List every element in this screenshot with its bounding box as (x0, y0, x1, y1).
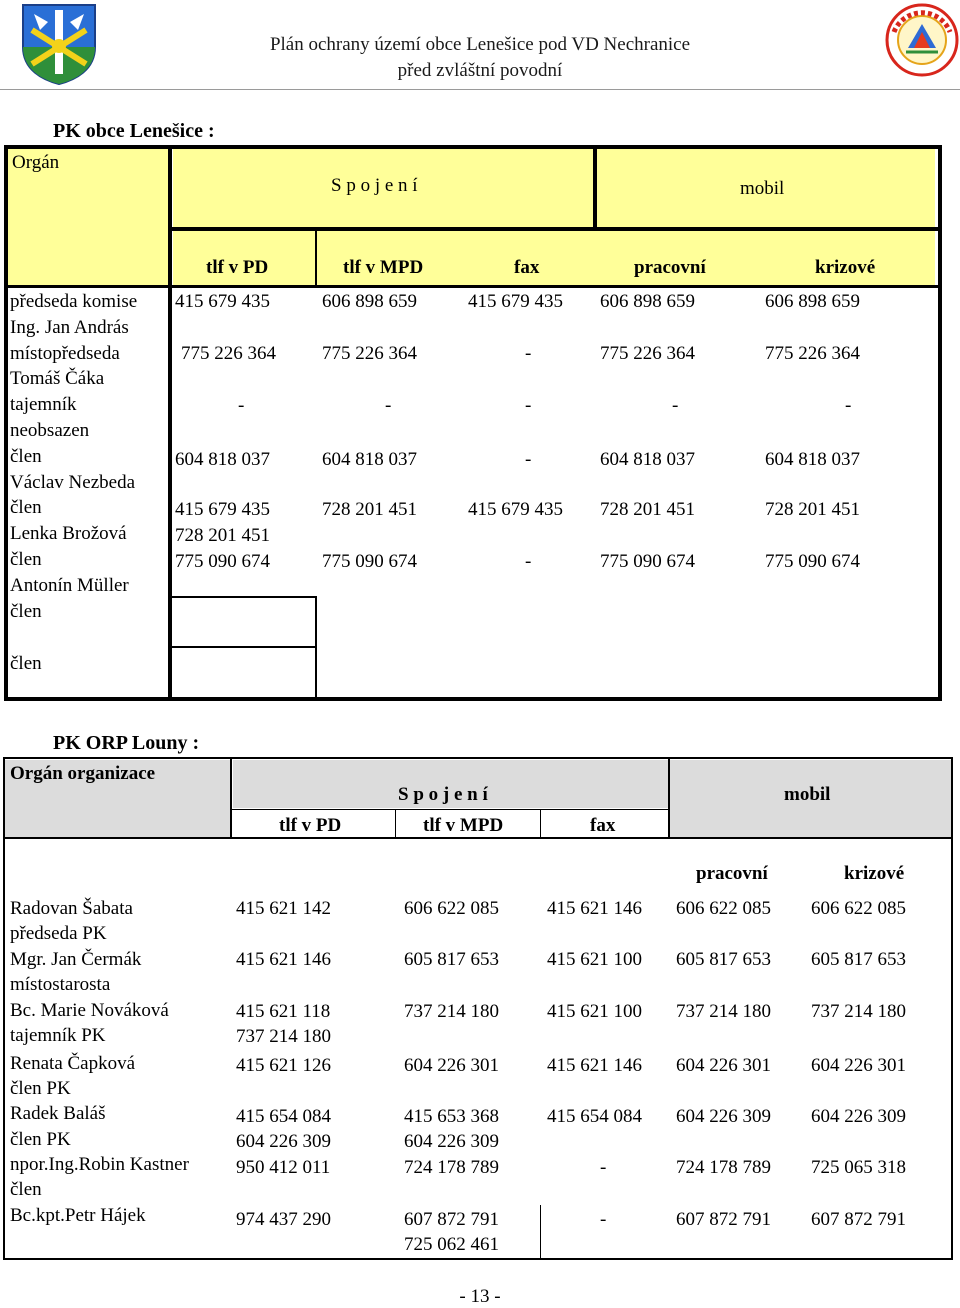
t2-r3-c1: 415 621 118 (236, 1001, 331, 1022)
t1-divider-mobil (593, 145, 597, 229)
t1-r1-c2: 606 898 659 (322, 291, 417, 312)
t1-divider-subheader (168, 227, 942, 231)
t2-r1-c3: 415 621 146 (547, 898, 642, 919)
t1-r4-c5: 604 818 037 (765, 449, 860, 470)
header-line-1: Plán ochrany území obce Lenešice pod VD Nechranice (269, 34, 691, 55)
t1-members-column (10, 289, 168, 624)
t1-r2-c4: 775 226 364 (600, 343, 695, 364)
t2-member-line: Bc. Marie Nováková (10, 1000, 169, 1022)
t1-r1-c3: 415 679 435 (468, 291, 563, 312)
t2-col-pracovni: pracovní (696, 863, 768, 884)
t1-r5-c3: 415 679 435 (468, 499, 563, 520)
t2-border-right (951, 757, 953, 1260)
t1-member-line: Lenka Brožová (10, 523, 127, 545)
t1-border-left (4, 145, 8, 701)
t1-member-line: Ing. Jan András (10, 316, 129, 338)
t2-member-line: Radovan Šabata (10, 898, 133, 919)
t1-r6-c4: 775 090 674 (600, 551, 695, 572)
t2-r5-c1: 415 654 084 (236, 1106, 331, 1127)
t1-organ-header: Orgán (12, 152, 60, 173)
t1-r1-c5: 606 898 659 (765, 291, 860, 312)
t1-r4-c4: 604 818 037 (600, 449, 695, 470)
t2-r1-c1: 415 621 142 (236, 898, 331, 919)
t2-member-line: Mgr. Jan Čermák (10, 948, 142, 970)
t2-r6-c4: 724 178 789 (676, 1157, 771, 1178)
t2-col-fax: fax (590, 815, 616, 836)
t1-r6-c1: 775 090 674 (175, 551, 270, 572)
t2-mobil-header: mobil (784, 784, 831, 805)
t2-r7-c1: 974 437 290 (236, 1209, 331, 1230)
t1-r5-c4: 728 201 451 (600, 499, 695, 520)
t2-divider-mobil (668, 757, 670, 838)
t1-last-member: člen (10, 653, 42, 674)
t1-col-tlf-mpd: tlf v MPD (343, 257, 424, 278)
t2-r6-c3: - (600, 1157, 607, 1178)
t2-r3-c3: 415 621 100 (547, 1001, 642, 1022)
t1-col-divider-1 (315, 227, 317, 287)
t1-member-line: Antonín Müller (10, 574, 129, 596)
t2-member-line: Renata Čapková (10, 1052, 136, 1074)
t1-r4-c2: 604 818 037 (322, 449, 417, 470)
t1-row-divider-b (168, 646, 317, 648)
t1-member-line: místopředseda (10, 342, 120, 364)
t2-member-line: npor.Ing.Robin Kastner (10, 1153, 189, 1175)
t1-col-fax: fax (514, 257, 540, 278)
t1-r6-c2: 775 090 674 (322, 551, 417, 572)
t2-member-line: člen PK (10, 1078, 71, 1100)
t1-r5-c5: 728 201 451 (765, 499, 860, 520)
t2-r6-c5: 725 065 318 (811, 1157, 906, 1178)
t2-r4-c5: 604 226 301 (811, 1055, 906, 1076)
t1-r3-c3: - (525, 395, 532, 416)
t2-col-divider-1 (395, 810, 396, 838)
table1-title: PK obce Lenešice : (53, 120, 215, 142)
t1-r6-c3: - (525, 551, 532, 572)
t2-r4-c3: 415 621 146 (547, 1055, 642, 1076)
t1-row-divider-c (315, 596, 317, 700)
t2-r7-c2: 607 872 791 (404, 1209, 499, 1230)
t2-col-divider-2 (540, 810, 541, 838)
t1-divider-header-bottom (4, 285, 942, 288)
t2-r2-c5: 605 817 653 (811, 949, 906, 970)
t1-member-line: tajemník (10, 394, 77, 416)
t2-r3-c2: 737 214 180 (404, 1001, 499, 1022)
t2-r2-c3: 415 621 100 (547, 949, 642, 970)
t1-col-krizove: krizové (815, 257, 876, 278)
t2-r5-c2b: 604 226 309 (404, 1131, 499, 1152)
t2-r6-c2: 724 178 789 (404, 1157, 499, 1178)
t2-member-line: člen PK (10, 1128, 71, 1150)
t2-r6-c1: 950 412 011 (236, 1157, 331, 1178)
t1-r3-c1: - (238, 395, 245, 416)
t2-r4-c1: 415 621 126 (236, 1055, 331, 1076)
t2-r7-c4: 607 872 791 (676, 1209, 771, 1230)
t1-member-line: člen (10, 445, 42, 467)
t1-r2-c5: 775 226 364 (765, 343, 860, 364)
t1-mobil-header: mobil (740, 178, 785, 199)
t1-spojeni-header: S p o j e n í (331, 175, 418, 196)
t2-last-row-divider (540, 1205, 541, 1259)
t2-r5-c5: 604 226 309 (811, 1106, 906, 1127)
t1-r5-c2: 728 201 451 (322, 499, 417, 520)
t1-member-line: člen (10, 497, 42, 519)
t2-r3-c1b: 737 214 180 (236, 1026, 331, 1047)
t1-border-bottom (4, 697, 942, 701)
t2-member-line: Radek Baláš (10, 1103, 106, 1125)
t2-spojeni-header: S p o j e n í (398, 784, 488, 805)
t2-r2-c1: 415 621 146 (236, 949, 331, 970)
t2-r7-c5: 607 872 791 (811, 1209, 906, 1230)
t1-r2-c2: 775 226 364 (322, 343, 417, 364)
t2-r5-c2: 415 653 368 (404, 1106, 499, 1127)
t1-r6-c5: 775 090 674 (765, 551, 860, 572)
t2-r5-c1b: 604 226 309 (236, 1131, 331, 1152)
t1-r1-c1: 415 679 435 (175, 291, 270, 312)
t2-member-line: tajemník PK (10, 1025, 106, 1047)
t1-r5-c1: 415 679 435 (175, 499, 270, 520)
coat-of-arms-logo (20, 2, 98, 86)
t1-r2-c3: - (525, 343, 532, 364)
t2-r3-c4: 737 214 180 (676, 1001, 771, 1022)
t2-r5-c3: 415 654 084 (547, 1106, 642, 1127)
t1-col-pracovni: pracovní (634, 257, 706, 278)
t2-r1-c5: 606 622 085 (811, 898, 906, 919)
t2-r2-c4: 605 817 653 (676, 949, 771, 970)
t2-member-line: člen (10, 1179, 42, 1201)
t2-r1-c2: 606 622 085 (404, 898, 499, 919)
document-header (150, 32, 810, 84)
crisis-preparedness-logo (884, 2, 960, 78)
t1-r3-c2: - (385, 395, 392, 416)
t1-member-line: neobsazen (10, 419, 90, 441)
t1-member-line: předseda komise (10, 291, 138, 312)
t2-r5-c4: 604 226 309 (676, 1106, 771, 1127)
t2-r4-c2: 604 226 301 (404, 1055, 499, 1076)
t2-col-tlf-pd: tlf v PD (279, 815, 342, 836)
t1-member-line: člen (10, 600, 42, 622)
t1-r1-c4: 606 898 659 (600, 291, 695, 312)
t2-border-top (3, 757, 953, 759)
t1-r3-c4: - (672, 395, 679, 416)
t2-r1-c4: 606 622 085 (676, 898, 771, 919)
t2-r3-c5: 737 214 180 (811, 1001, 906, 1022)
t2-col-krizove: krizové (844, 863, 905, 884)
header-divider (0, 89, 960, 90)
t1-r3-c5: - (845, 395, 852, 416)
t2-members-column (10, 896, 235, 1228)
t1-r4-c1: 604 818 037 (175, 449, 270, 470)
t2-r7-c2b: 725 062 461 (404, 1234, 499, 1255)
t2-divider-spojeni (232, 809, 669, 810)
t2-member-line: Bc.kpt.Petr Hájek (10, 1204, 146, 1226)
t2-r2-c2: 605 817 653 (404, 949, 499, 970)
page-number: - 13 - (459, 1286, 501, 1307)
t1-r2-c1: 775 226 364 (181, 343, 276, 364)
header-line-2: před zvláštní povodní (397, 60, 563, 81)
t2-r4-c4: 604 226 301 (676, 1055, 771, 1076)
t2-organ-header: Orgán organizace (10, 763, 156, 784)
t1-row-divider-a (168, 596, 317, 598)
t2-divider-organ (230, 757, 232, 838)
t2-member-line: předseda PK (10, 923, 107, 945)
t2-border-left (3, 757, 5, 1260)
t1-r5-c1b: 728 201 451 (175, 525, 270, 546)
t2-member-line: místostarosta (10, 973, 111, 995)
t1-border-top (4, 145, 942, 149)
t1-member-line: Tomáš Čáka (10, 368, 105, 390)
t1-member-line: Václav Nezbeda (10, 471, 136, 493)
t2-r7-c3: - (600, 1209, 607, 1230)
table2-title: PK ORP Louny : (53, 732, 200, 754)
t2-border-bottom (3, 1258, 953, 1260)
t1-col-tlf-pd: tlf v PD (206, 257, 269, 278)
t1-member-line: člen (10, 548, 42, 570)
t2-col-tlf-mpd: tlf v MPD (423, 815, 504, 836)
t1-r4-c3: - (525, 449, 532, 470)
